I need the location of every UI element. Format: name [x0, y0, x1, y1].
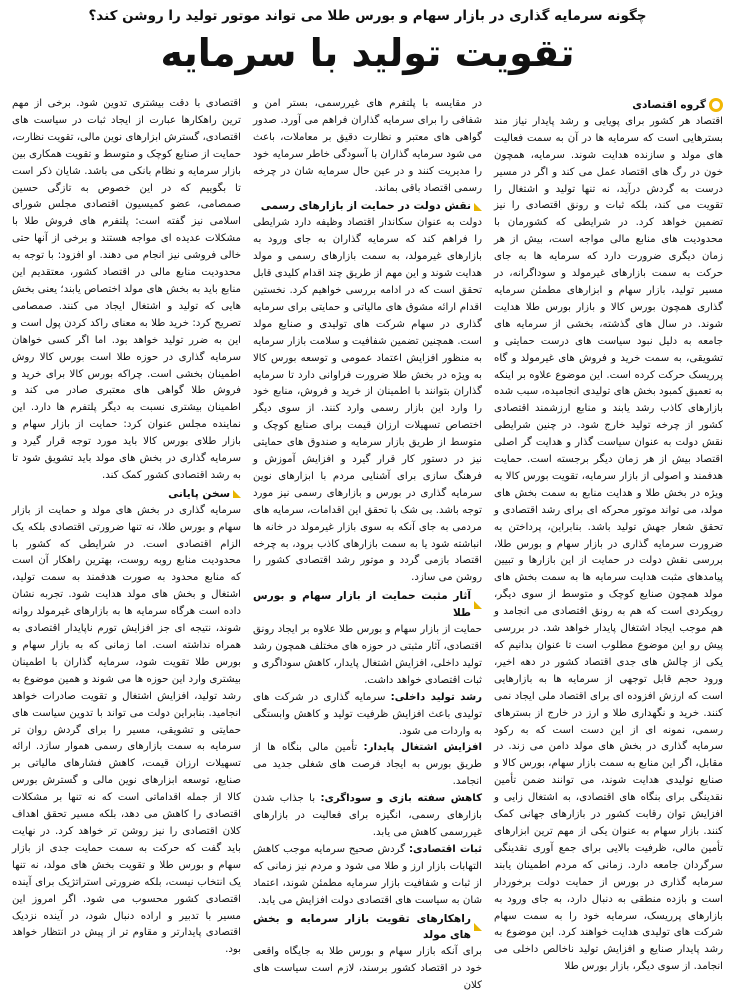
list-item: [253, 842, 482, 910]
subheading-text: نقش دولت در حمایت از بازارهای رسمی: [260, 200, 471, 213]
subheading: [12, 486, 241, 503]
byline-text: گروه اقتصادی: [632, 99, 706, 111]
list-item-text: با جذاب شدن بازارهای رسمی، انگیزه برای فعالیت در بازارهای غیررسمی کاهش می یابد.: [253, 793, 482, 838]
paragraph: حمایت از بازار سهام و بورس طلا علاوه بر ایجاد رونق اقتصادی، آثار مثبتی در حوزه های مختلف همچون رشد تولید داخلی، افزایش اشتغال پایدار، کاهش سوداگری و ثبات اقتصادی خواهد داشت.: [253, 624, 482, 686]
list-item-label: افزایش اشتغال پایدار:: [363, 742, 482, 754]
list-item: [253, 740, 482, 791]
paragraph: دولت به عنوان سکاندار اقتصاد وظیفه دارد شرایطی را فراهم کند که سرمایه گذاران به جای ورود به بازارهای غیرمولد، به سمت بازارهای رسمی و مولد هدایت شوند و این مهم از طریق چند اقدام کلیدی قابل تحقق است که در ادامه بررسی خواهیم کرد. نخستین اقدام ارائه مشوق های مالیاتی و حمایتی برای سرمایه گذاری در سهام شرکت های تولیدی و صنایع مولد است. همچنین تضمین شفافیت و سلامت بازار سرمایه به منظور افزایش اعتماد عمومی و توسعه بورس کالا به ویژه در بخش طلا ضرورت فراوانی دارد تا سرمایه گذاران بتوانند با اطمینان از خرید و فروش، منابع خود را وارد این بازار رسمی وارد کنند. از سوی دیگر اختصاص تسهیلات ارزان قیمت برای صنایع کوچک و متوسط از طریق بازار سرمایه و صندوق های حمایتی نیز در دستور کار قرار گیرد و افزایش آموزش و فرهنگ سازی برای آشنایی مردم با ابزارهای نوین سرمایه گذاری در بورس و بازارهای رسمی نیز مورد توجه باشد. بی شک با تحقق این اقدامات، سرمایه های مردمی به جای آنکه به سوی بازار غیرمولد در خانه ها انباشته شود یا به سمت بازارهای کاذب برود، به چرخه اقتصاد بازمی گردد و موتور رشد اقتصادی کشور را روشن می سازد.: [253, 217, 482, 584]
subheading: [253, 911, 482, 945]
list-item: [253, 791, 482, 842]
subheading: [253, 198, 482, 215]
paragraph: سرمایه گذاری در بخش های مولد و حمایت از بازار سهام و بورس طلا، نه تنها ضرورتی اقتصادی بلکه یک الزام اقتصادی است. در شرایطی که کشور با محدودیت منابع روبه روست، بهترین راهکار آن است که منابع محدود به صورت هدفمند به سمت تولید، اشتغال و بخش های مولد هدایت شود. تجربه نشان داده است هرگاه سرمایه ها به بازارهای غیرمولد روانه شوند، نتیجه ای جز افزایش تورم ناپایدار اقتصادی به همراه نداشته است. اما زمانی که به بازار سهام و بورس طلا تقویت شود، سرمایه گذاران با اطمینان بیشتری وارد این حوزه ها می شوند و همین موضوع به رشد تولید، افزایش اشتغال و تقویت صادرات خواهد انجامید. بنابراین دولت می تواند با تدوین سیاست های حمایتی و تشویقی، مسیر را برای گردش روان تر سرمایه به سمت بازارهای رسمی هموار سازد. ارائه تسهیلات ارزان قیمت، کاهش فشارهای مالیاتی بر صنایع، توسعه ابزارهای نوین مالی و گسترش بورس کالا از جمله اقداماتی است که نه تنها بر مشکلات اقتصادی را کاهش می دهد، بلکه مسیر تحقق اهداف کلان اقتصادی را نیز روشن تر خواهد کرد. در نهایت باید گفت که حرکت به سمت حمایت جدی از بازار سهام و بورس طلا و تقویت بخش های مولد، نه تنها یک انتخاب نیست، بلکه ضرورتی استراتژیک برای آینده اقتصادی کشور محسوب می شود. اگر امروز این مسیر با تدبیر و اراده دنبال شود، در آینده نزدیک اقتصادی پایدارتر و مقاوم تر از پیش در انتظار خواهد بود.: [12, 504, 241, 956]
triangle-bullet-icon: [474, 601, 482, 609]
paragraph: برای آنکه بازار سهام و بورس طلا به جایگاه واقعی خود در اقتصاد کشور برسند، لازم است سیاست های کلان: [253, 946, 482, 992]
list-item-text: تأمین مالی بنگاه ها از طریق بورس به ایجاد فرصت های شغلی جدید می انجامد.: [253, 742, 482, 788]
subheading-text: سخن پایانی: [168, 487, 230, 500]
list-item: [253, 690, 482, 741]
list-item-text: گردش صحیح سرمایه موجب کاهش التهابات بازار ارز و طلا می شود و مردم نیز زمانی که از ثبات و شفافیت بازار سرمایه مطمئن شوند، اعتماد شان به سیاست های اقتصادی دولت افزایش می یابد.: [253, 843, 482, 906]
newspaper-logo-icon: [709, 98, 723, 112]
article-body: [12, 96, 723, 992]
column-3: [12, 96, 241, 956]
subheading-text: آثار مثبت حمایت از بازار سهام و بورس طلا: [253, 590, 471, 620]
triangle-bullet-icon: [474, 203, 482, 211]
triangle-bullet-icon: [474, 923, 482, 931]
paragraph: اقتصادی با دقت بیشتری تدوین شود. برخی از مهم ترین راهکارها عبارت از ایجاد ثبات در سیاست های اقتصادی، گسترش ابزارهای نوین مالی، تقویت نظارت، حمایت از صنایع کوچک و متوسط و تقویت همکاری بین بازار سرمایه و نظام بانکی می باشد. شایان ذکر است تا بگوییم که در این خصوص به تازگی حسین صمصامی، عضو کمیسیون اقتصادی مجلس شورای اسلامی نیز گفته است: پلتفرم های فروش طلا با مشکلات عدیده ای مواجه هستند و برخی از آنها حتی خالی فروشی نیز انجام می دهند. او افزود: با توجه به محدودیت منابع مالی در اقتصاد کشور، معتقدیم این منابع باید به بخش های مولد اختصاص یابند؛ یعنی بخش هایی که تولید و اشتغال ایجاد می کنند. صمصامی تصریح کرد: خرید طلا به معنای راکد کردن پول است و این به ضرر تولید خواهد بود. اما اگر کسی خواهان سرمایه گذاری در حوزه طلا است بورس کالا روش اطمینان بخشی است. چراکه بورس کالا برای خرید و فروش طلا گواهی های معتبری صادر می کند و اطمینان بیشتری نسبت به دیگر پلتفرم ها دارد. این نماینده مجلس عنوان کرد: حمایت از بازار سهام و بازار طلای بورس کالا باید مورد توجه قرار گیرد و سرمایه گذاری در بخش های مولد باید تشویق شود تا به رشد اقتصادی کشور کمک کند.: [12, 98, 241, 481]
list-item-label: کاهش سفته بازی و سوداگری:: [320, 793, 482, 805]
article-kicker: چگونه سرمایه گذاری در بازار سهام و بورس طلا می تواند موتور تولید را روشن کند؟: [88, 8, 647, 24]
paragraph: در مقایسه با پلتفرم های غیررسمی، بستر امن و شفافی را برای سرمایه گذاران فراهم می آورد. صدور گواهی های معتبر و نظارت دقیق بر معاملات، باعث می شود سرمایه گذاران با آسودگی خاطر سرمایه خود را مدیریت کنند و در عین حال سرمایه شان در چرخه رسمی اقتصاد باقی بماند.: [253, 98, 482, 194]
column-1: [494, 96, 723, 973]
article-headline: تقویت تولید با سرمایه: [160, 31, 575, 75]
subheading: [253, 588, 482, 622]
list-item-label: ثبات اقتصادی:: [408, 843, 482, 855]
list-item-text: سرمایه گذاری در شرکت های تولیدی باعث افزایش ظرفیت تولید و کاهش وابستگی به واردات می شود.: [253, 691, 482, 737]
column-2: [253, 96, 482, 992]
triangle-bullet-icon: [233, 490, 241, 498]
paragraph: اقتصاد هر کشور برای پویایی و رشد پایدار نیاز مند بسترهایی است که سرمایه ها در آن به سمت فعالیت های مولد و سازنده هدایت شوند. سرمایه، همچون خون در رگ های اقتصاد عمل می کند و اگر در مسیر درست به گردش درآید، نه تنها تولید و اشتغال را تقویت می کند، بلکه ثبات و رونق اقتصادی را نیز تضمین خواهد کرد. در شرایطی که کشورمان با محدودیت های منابع مالی مواجه است، بیش از هر زمان دیگری ضرورت دارد که سرمایه ها به جای حرکت به سمت بازارهای غیرمولد و سوداگرانه، در مسیر تولید، بازار سهام و ابزارهای مطمئن سرمایه گذاری همچون بورس کالا و بازار بورس طلا هدایت شوند. در سال های گذشته، بخشی از سرمایه های جامعه به دلیل نبود سیاست های درست حمایتی و تشویقی، به سمت خرید و فروش های غیرمولد و گاه پرریسک حرکت کرده است. این موضوع علاوه بر اینکه به تعمیق کمبود بخش های تولیدی انجامیده، سبب شده بازارهای کاذب رشد یابند و منابع ارزشمند اقتصادی کشور از چرخه تولید خارج شود. در چنین شرایطی نقش دولت به عنوان سیاست گذار و هدایت گر اصلی اقتصاد بیش از هر زمان دیگر برجسته است. حمایت هدفمند و اصولی از بازار سرمایه، تقویت بورس کالا به ویژه در بخش طلا و هدایت منابع به سمت بخش های مولد، می تواند موتور محرکه ای برای رشد اقتصادی و تحقق شعار جهش تولید باشد. بنابراین، پرداختن به ضرورت سرمایه گذاری در بازار سهام و بورس طلا، بررسی نقش دولت در حمایت از این بازارها و تبیین پیامدهای مثبت هدایت سرمایه ها به سمت بخش های مولد همچون صنایع کوچک و متوسط از سوی دیگر، رویکردی است که هم به رونق اقتصادی می انجامد و هم موجب ایجاد اشتغال پایدار خواهد شد. در بررسی پیش رو این موضوع مطلوب است تا عنوان بدانیم که یکی از چالش های جدی اقتصاد کشور در دهه اخیر، ورود حجم قابل توجهی از سرمایه ها به بازارهایی است که ارزش افزوده ای برای اقتصاد ملی ایجاد نمی کنند. خرید و نگهداری طلا و ارز در خارج از بسترهای رسمی، نمونه ای از این دست است که به رکود سرمایه گذاری در بخش های مولد دامن می زند. در مقابل، اگر این منابع به سمت بازار سهام، بورس کالا و صنایع تولیدی هدایت شوند، می توانند ضمن تأمین نقدینگی برای بنگاه های اقتصادی، به اشتغال زایی و افزایش توان رقابت کشور در بازارهای جهانی کمک کنند. بازار سهام به عنوان یکی از مهم ترین ابزارهای تأمین مالی، ظرفیت بالایی برای جمع آوری نقدینگی سرگردان جامعه دارد. زمانی که مردم اطمینان یابند سرمایه گذاری در بورس از حمایت دولت برخوردار است و بازده منطقی به دنبال دارد، به جای ورود به بازارهای پرریسک، سرمایه خود را به سمت سهام شرکت های تولیدی هدایت خواهند کرد. این موضوع به رشد پایدار صنایع و افزایش تولید ناخالص داخلی می انجامد. از سوی دیگر، بازار بورس طلا: [494, 115, 723, 973]
list-item-label: رشد تولید داخلی:: [390, 691, 482, 703]
subheading-text: راهکارهای تقویت بازار سرمایه و بخش های مولد: [253, 912, 471, 942]
byline: [494, 97, 723, 114]
